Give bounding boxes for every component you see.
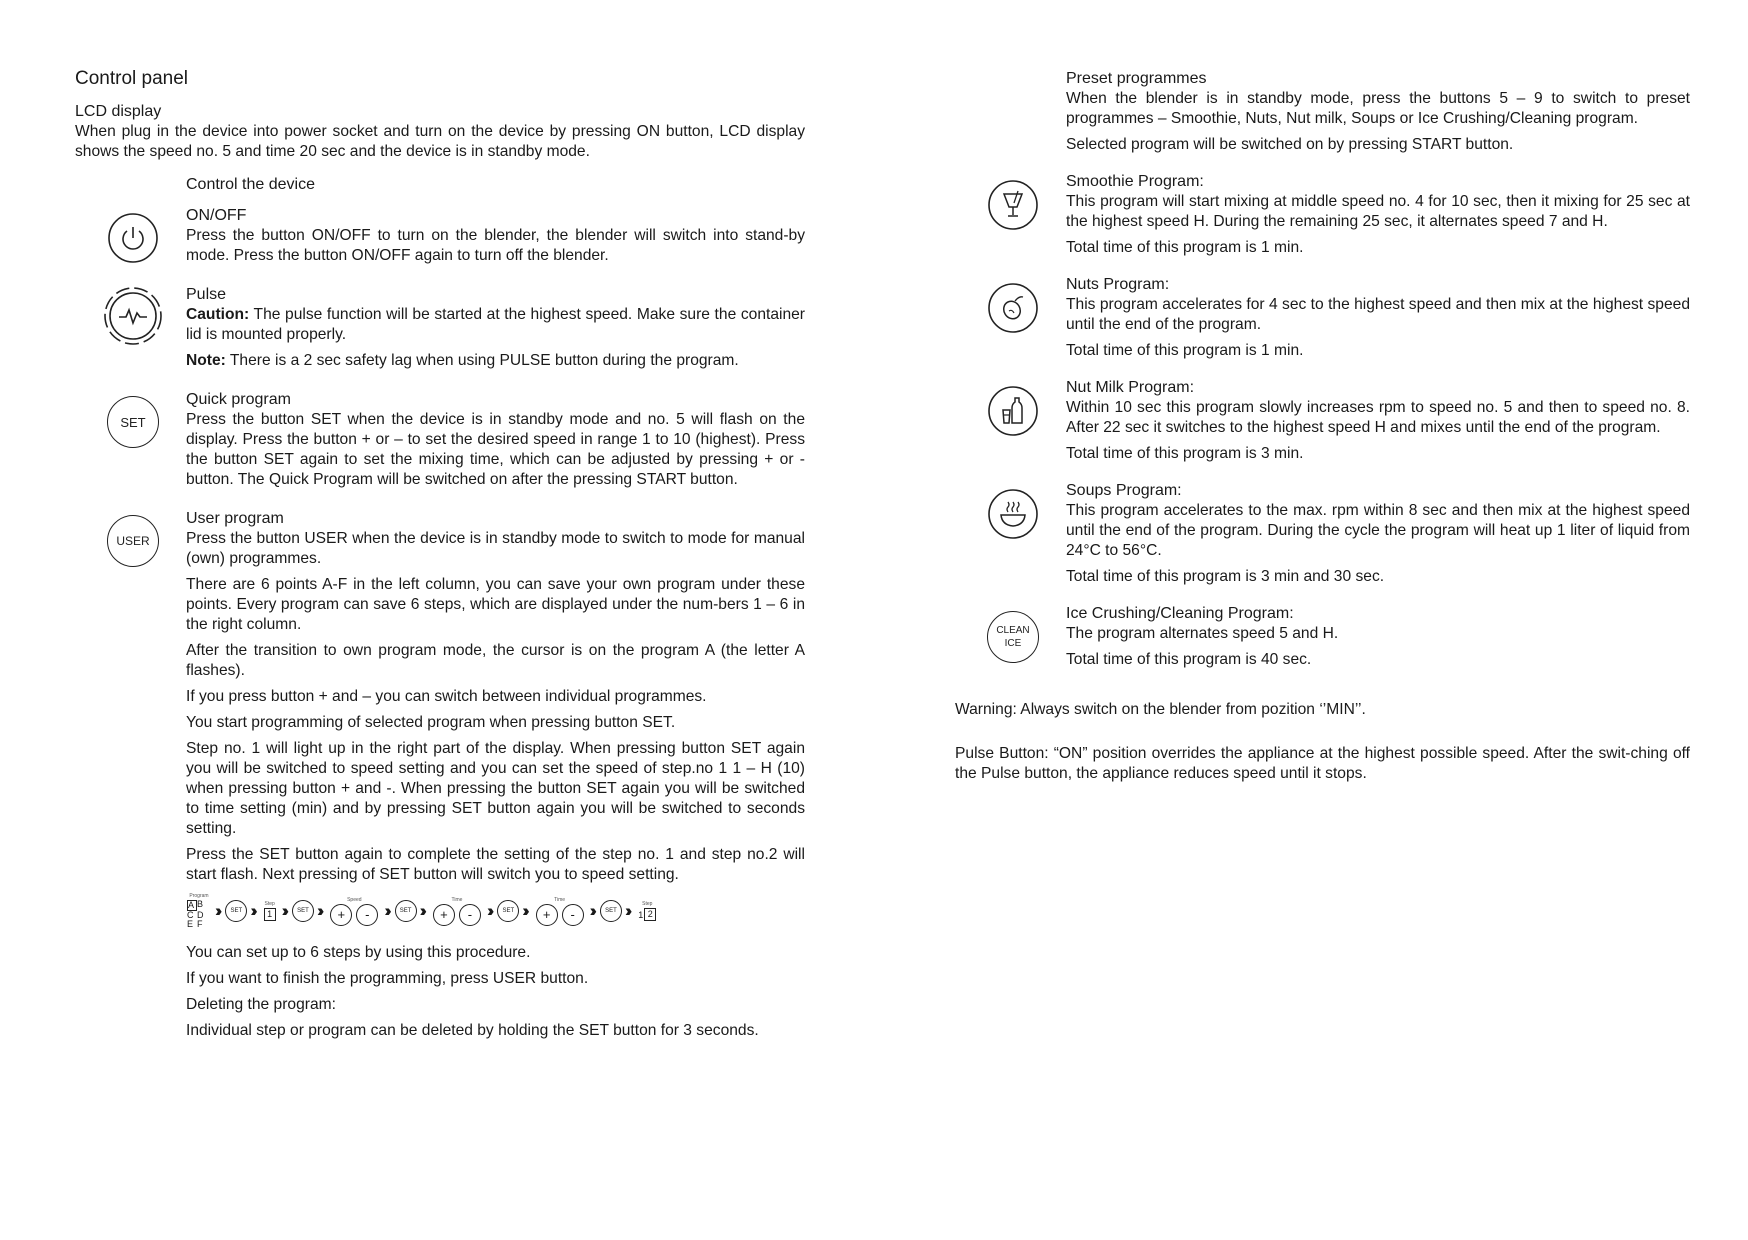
user-paragraph: Press the SET button again to complete the setting of the step no. 1 and step no.2 will start flash. Next pressing of SET button will switch you to speed setting. [186, 846, 805, 883]
step-indicator [638, 901, 656, 921]
chevron-right-icon: ›› [316, 901, 321, 920]
program-heading: Soups Program: [1066, 482, 1182, 499]
nut-icon [987, 282, 1039, 339]
step-label: Step [642, 901, 653, 907]
step-number: 1 [638, 909, 644, 920]
minus-icon: - [356, 904, 378, 926]
page-title: Control panel [75, 68, 189, 89]
chevron-right-icon: ›› [419, 901, 423, 920]
user-after-text: If you want to finish the programming, press USER button. [186, 970, 589, 987]
user-button-icon: USER [107, 515, 159, 567]
program-text: This program will start mixing at middle speed no. 4 for 10 sec, then it mixing for 25 sec at the highest speed H. During the remaining 25 sec, it alternates speed 7 and H. [1066, 193, 1690, 230]
program-smoothie [955, 173, 1690, 258]
chevron-right-icon: ›› [486, 901, 491, 920]
program-letter: E [187, 919, 194, 929]
program-nuts [955, 276, 1690, 361]
chevron-right-icon: ›› [250, 901, 254, 920]
user-paragraph: There are 6 points A-F in the left column, you can save your own program under these points. Every program can save 6 steps, which are displayed under the num-bers 1 – 6 in the right column. [186, 576, 805, 633]
pulse-note [186, 351, 805, 371]
user-paragraph: You start programming of selected program when pressing button SET. [186, 714, 676, 731]
user-heading: User program [186, 510, 284, 527]
program-heading: Ice Crushing/Cleaning Program: [1066, 605, 1294, 622]
onoff-section [75, 207, 805, 266]
control-heading: Control the device [186, 176, 315, 193]
programming-sequence-diagram [186, 891, 805, 931]
set-button-icon: SET [107, 396, 159, 448]
user-paragraph: If you press button + and – you can switch between individual programmes. [186, 688, 707, 705]
program-total: Total time of this program is 3 min. [1066, 445, 1304, 462]
pulse-heading: Pulse [186, 286, 227, 303]
preset-section [955, 70, 1690, 155]
user-after-text: You can set up to 6 steps by using this procedure. [186, 944, 531, 961]
program-heading: Nuts Program: [1066, 276, 1170, 293]
set-icon: SET [497, 900, 519, 922]
program-total: Total time of this program is 3 min and 30 sec. [1066, 568, 1385, 585]
chevron-right-icon: ›› [215, 901, 219, 920]
set-icon: SET [600, 900, 622, 922]
user-paragraph: After the transition to own program mode, the cursor is on the program A (the letter A flashes). [186, 642, 805, 679]
preset-text: When the blender is in standby mode, press the buttons 5 – 9 to switch to preset programmes – Smoothie, Nuts, Nut milk, Soups or Ice Crushing/Cleaning program. [1066, 90, 1690, 127]
program-total: Total time of this program is 1 min. [1066, 342, 1304, 359]
chevron-right-icon: ›› [522, 901, 526, 920]
program-letter: F [197, 919, 203, 929]
plus-icon: + [330, 904, 352, 926]
program-ice-cleaning [955, 605, 1690, 670]
preset-heading: Preset programmes [1066, 70, 1207, 87]
lcd-heading: LCD display [75, 103, 162, 120]
program-text: Within 10 sec this program slowly increases rpm to speed no. 5 and then to speed no. 8. After 22 sec it switches to the highest speed H and mixes until the end of the program. [1066, 399, 1690, 436]
pulse-section [75, 286, 805, 371]
chevron-right-icon: ›› [624, 901, 629, 920]
caution-text: The pulse function will be started at the highest speed. Make sure the container lid is mounted properly. [186, 306, 805, 343]
user-after-text: Deleting the program: [186, 996, 336, 1013]
time-label: Time [451, 896, 463, 903]
step-number: 1 [264, 908, 276, 921]
chevron-right-icon: ›› [384, 901, 388, 920]
quick-heading: Quick program [186, 391, 291, 408]
step-label: Step [264, 901, 275, 907]
plus-icon: + [536, 904, 558, 926]
user-section [75, 510, 805, 1041]
program-letter: A [187, 900, 197, 911]
program-heading: Smoothie Program: [1066, 173, 1204, 190]
plus-icon: + [433, 904, 455, 926]
right-column [955, 70, 1690, 784]
power-icon [107, 212, 159, 269]
step-indicator [264, 901, 276, 921]
minus-icon: - [562, 904, 584, 926]
milk-bottle-icon [987, 385, 1039, 442]
soup-bowl-icon [987, 488, 1039, 545]
program-letter: D [197, 910, 204, 920]
pulse-caution [186, 305, 805, 345]
ice-label: ICE [1004, 638, 1022, 649]
program-heading: Nut Milk Program: [1066, 379, 1195, 396]
program-total: Total time of this program is 40 sec. [1066, 651, 1312, 668]
preset-text-2: Selected program will be switched on by pressing START button. [1066, 136, 1514, 153]
program-text: This program accelerates to the max. rpm within 8 sec and then mix at the highest speed until the end of the program. During the cycle the program will heat up 1 liter of liquid from 24°C to 56°C. [1066, 502, 1690, 559]
program-letter: B [197, 899, 204, 909]
left-column [75, 68, 805, 1041]
speed-label: Speed [347, 896, 362, 903]
program-letters [187, 893, 211, 929]
program-letter: C [187, 910, 194, 920]
chevron-right-icon: ›› [589, 901, 593, 920]
user-paragraph: Press the button USER when the device is in standby mode to switch to mode for manual (own) programmes. [186, 530, 805, 567]
note-label: Note: [186, 352, 226, 369]
onoff-text: Press the button ON/OFF to turn on the blender, the blender will switch into stand-by mode. Press the button ON/OFF again to turn off the blender. [186, 227, 805, 264]
minus-icon: - [459, 904, 481, 926]
step-number-current: 2 [644, 908, 656, 921]
program-text: This program accelerates for 4 sec to the highest speed and then mix at the highest speed until the end of the program. [1066, 296, 1690, 333]
caution-label: Caution: [186, 306, 250, 323]
quick-section [75, 391, 805, 490]
program-total: Total time of this program is 1 min. [1066, 239, 1304, 256]
smoothie-glass-icon [987, 179, 1039, 236]
lcd-text: When plug in the device into power socket and turn on the device by pressing ON button, LCD display shows the speed no. 5 and time 20 sec and the device is in standby mode. [75, 123, 805, 160]
program-soups [955, 482, 1690, 587]
clean-label: CLEAN [996, 625, 1030, 636]
pulse-button-text: Pulse Button: “ON” position overrides the appliance at the highest possible speed. After the swit-ching off the Pulse button, the appliance reduces speed until it stops. [955, 745, 1690, 782]
onoff-heading: ON/OFF [186, 207, 247, 224]
user-paragraph: Step no. 1 will light up in the right part of the display. When pressing button SET again you will be switched to speed setting and you can set the speed of step.no 1 1 – H (10) when pressing button + and -. When pressing the button SET again you will be switched to time setting (min) and by pressing SET button again you will be switched to seconds setting. [186, 740, 805, 837]
program-label: Program [189, 893, 209, 899]
note-text: There is a 2 sec safety lag when using PULSE button during the program. [225, 352, 739, 369]
program-nut-milk [955, 379, 1690, 464]
program-text: The program alternates speed 5 and H. [1066, 625, 1339, 642]
set-icon: SET [395, 900, 417, 922]
time-label: Time [554, 896, 566, 903]
user-after-text: Individual step or program can be deleted by holding the SET button for 3 seconds. [186, 1022, 759, 1039]
warning-text: Warning: Always switch on the blender from pozition ‘’MIN’’. [955, 701, 1366, 718]
set-icon: SET [292, 900, 314, 922]
quick-text: Press the button SET when the device is in standby mode and no. 5 will flash on the display. Press the button + or – to set the desired speed in range 1 to 10 (highest). Press the button SET again to set the mixing time, which can be adjusted by pressing + or - button. The Quick Program will be switched on after the pressing START button. [186, 411, 805, 488]
pulse-icon [103, 286, 163, 351]
chevron-right-icon: ›› [281, 901, 285, 920]
clean-ice-button-icon [987, 611, 1039, 663]
set-icon: SET [225, 900, 247, 922]
